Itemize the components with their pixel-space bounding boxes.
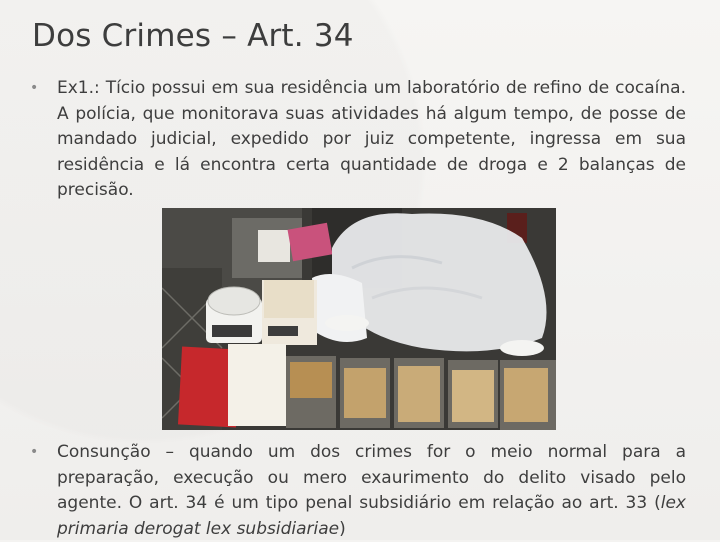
bullet-icon: • [30,80,39,96]
slide-title: Dos Crimes – Art. 34 [32,18,354,54]
bullet-example-text: Ex1.: Tício possui em sua residência um laboratório de refino de cocaína. A polícia, que monitorava suas atividades há algum tempo, de posse de mandado judicial, expedido por juiz competente, ingressa em sua residência e lá encontra certa quantidade de droga e 2 balanças de precisão. [57,78,686,200]
bullet-icon: • [30,444,39,460]
bullet-consuncao-main: Consunção – quando um dos crimes for o meio normal para a preparação, execução ou mero exaurimento do delito visado pelo agente. O art. 34 é um tipo penal subsidiário em relação ao art. 33 ( [57,442,686,513]
seized-drugs-photo [162,208,556,430]
bullet-consuncao [30,440,686,542]
bullet-consuncao-latin: lex primaria derogat lex subsidiariae [57,493,686,539]
bullet-consuncao-end: ) [339,518,346,539]
bullet-consuncao-text [57,440,686,542]
bullet-example [30,76,686,204]
